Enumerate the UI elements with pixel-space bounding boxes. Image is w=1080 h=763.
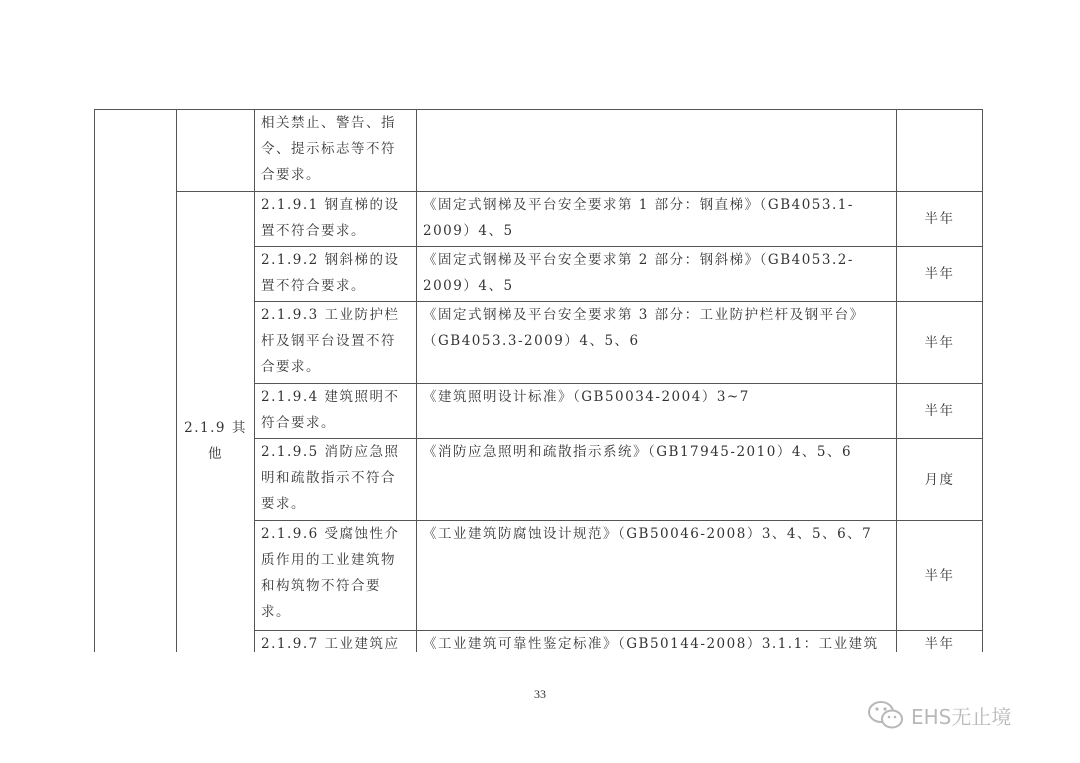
table-row	[95, 110, 983, 192]
table-cell-basis: 《工业建筑防腐蚀设计规范》（GB50046-2008）3、4、5、6、7	[417, 521, 897, 631]
table-cell-item: 2.1.9.6 受腐蚀性介质作用的工业建筑物和构筑物不符合要求。	[255, 521, 417, 631]
table-cell-frequency: 半年	[897, 631, 983, 691]
table-cell-frequency: 半年	[897, 192, 983, 247]
table-cell-item: 2.1.9.3 工业防护栏杆及钢平台设置不符合要求。	[255, 302, 417, 384]
table-cell-basis: 《固定式钢梯及平台安全要求第 1 部分：钢直梯》（GB4053.1-2009）4、5	[417, 192, 897, 247]
page-break-mask	[94, 652, 983, 692]
table-cell-item: 2.1.9.7 工业建筑应	[255, 631, 417, 691]
table-cell-frequency: 半年	[897, 384, 983, 439]
table-cell-frequency: 月度	[897, 439, 983, 521]
table-cell-frequency	[897, 110, 983, 192]
table-cell-item: 相关禁止、警告、指令、提示标志等不符合要求。	[255, 110, 417, 192]
table-cell-basis: 《工业建筑可靠性鉴定标准》（GB50144-2008）3.1.1：工业建筑	[417, 631, 897, 691]
table-cell-basis: 《建筑照明设计标准》（GB50034-2004）3~7	[417, 384, 897, 439]
table-cell-basis: 《固定式钢梯及平台安全要求第 2 部分：钢斜梯》（GB4053.2-2009）4、5	[417, 247, 897, 302]
wechat-icon	[866, 699, 906, 731]
watermark-text: EHS无止境	[911, 704, 1012, 729]
table-cell-basis	[417, 110, 897, 192]
table-cell-item: 2.1.9.4 建筑照明不符合要求。	[255, 384, 417, 439]
watermark	[866, 699, 1011, 731]
table-cell-frequency: 半年	[897, 302, 983, 384]
table-cell-basis: 《消防应急照明和疏散指示系统》（GB17945-2010）4、5、6	[417, 439, 897, 521]
col-empty-left	[95, 110, 177, 691]
table-cell-item: 2.1.9.5 消防应急照明和疏散指示不符合要求。	[255, 439, 417, 521]
table-row	[95, 192, 983, 247]
page-number: 33	[534, 687, 546, 701]
table-cell-category-empty	[177, 110, 255, 192]
table-cell-frequency: 半年	[897, 521, 983, 631]
table-cell-category: 2.1.9 其他	[177, 192, 255, 691]
table-cell-frequency: 半年	[897, 247, 983, 302]
table-cell-item: 2.1.9.1 钢直梯的设置不符合要求。	[255, 192, 417, 247]
hazard-table	[94, 109, 983, 691]
table-cell-basis: 《固定式钢梯及平台安全要求第 3 部分：工业防护栏杆及钢平台》（GB4053.3-2009）4、5、6	[417, 302, 897, 384]
table-cell-item: 2.1.9.2 钢斜梯的设置不符合要求。	[255, 247, 417, 302]
